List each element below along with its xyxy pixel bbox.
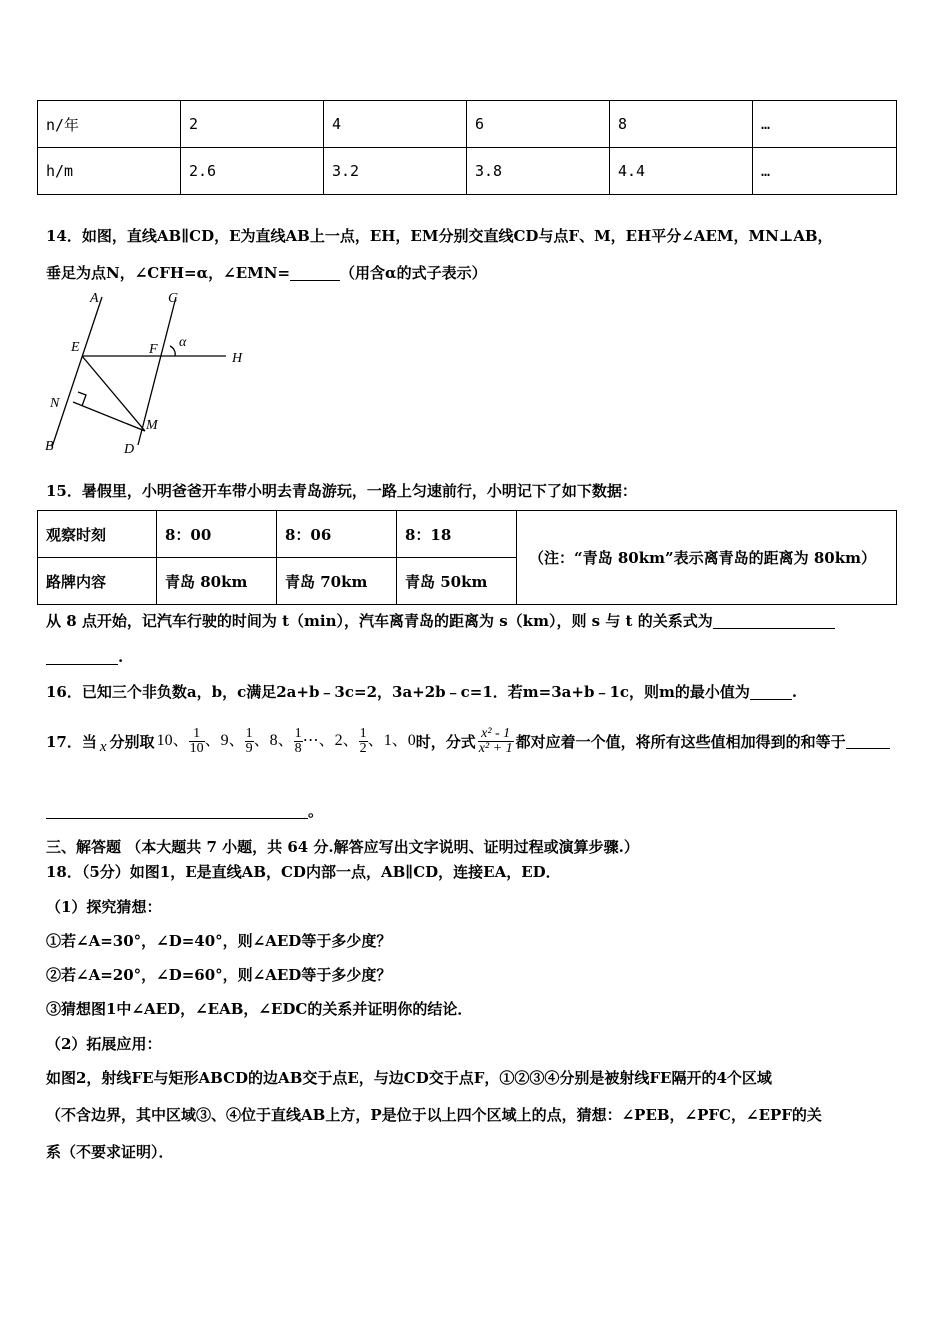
- value: 8: [269, 731, 278, 749]
- answer-blank: [846, 733, 890, 749]
- table-cell: …: [753, 101, 897, 148]
- label-m: M: [146, 418, 158, 433]
- label-d: D: [124, 442, 135, 457]
- label-h: H: [232, 351, 243, 366]
- q15-tail: .: [118, 648, 124, 666]
- q17-formula: $\frac{\text{x² - 1}}{\text{x² + 1}}$: [478, 725, 513, 756]
- fraction: $\frac{1}{2}$: [359, 725, 367, 756]
- label-c: C: [168, 291, 178, 306]
- table-row: [38, 148, 897, 195]
- table-cell: 8: [610, 101, 753, 148]
- q14-tail: （用含α的式子表示）: [340, 264, 487, 282]
- q18-text2: （不含边界，其中区域③、④位于直线AB上方，P是位于以上四个区域上的点，猜想：∠PEB，∠PFC，∠EPF的关: [46, 1106, 822, 1124]
- answer-blank: [46, 803, 308, 819]
- q17-line2: [46, 800, 323, 821]
- label-alpha: α: [179, 335, 187, 350]
- q17-prefix: 17．当: [46, 732, 97, 751]
- value: 10: [156, 731, 173, 749]
- table-cell: …: [753, 148, 897, 195]
- table-cell: 6: [467, 101, 610, 148]
- q15-line1: [46, 610, 835, 631]
- table-cell: 路牌内容: [38, 558, 157, 605]
- separator: 、: [172, 731, 189, 749]
- q16-text: 16．已知三个非负数a，b，c满足2a+b﹣3c=2，3a+2b﹣c=1．若m=3a+b﹣1c，则m的最小值为: [46, 683, 750, 701]
- data-table-years: [37, 100, 897, 195]
- table-cell: 8：06: [277, 511, 397, 558]
- label-a: A: [90, 291, 99, 306]
- answer-blank: [46, 649, 118, 665]
- section-heading: 三、解答题 （本大题共 7 小题，共 64 分.解答应写出文字说明、证明过程或演算步骤.）: [46, 838, 639, 856]
- table-cell: 3.8: [467, 148, 610, 195]
- table-cell: 4.4: [610, 148, 753, 195]
- ellipsis: ⋯: [302, 731, 319, 749]
- q17-end: 。: [308, 802, 324, 820]
- q16-tail: .: [791, 683, 798, 701]
- table-row: [38, 101, 897, 148]
- q18-part2: （2）拓展应用：: [46, 1035, 162, 1053]
- table-cell: 青岛 50km: [397, 558, 517, 605]
- q17-tail: 都对应着一个值，将所有这些值相加得到的和等于: [515, 732, 846, 751]
- segment-em: [82, 356, 145, 431]
- table-cell: 青岛 80km: [157, 558, 277, 605]
- q18-part1: （1）探究猜想：: [46, 898, 162, 916]
- table-cell: 观察时刻: [38, 511, 157, 558]
- fraction: $\frac{1}{8}$: [294, 725, 302, 756]
- q17-after: 时，分式: [415, 732, 476, 751]
- q17-var: x: [99, 738, 107, 755]
- alpha-arc: [170, 346, 175, 356]
- segment-mn: [73, 402, 145, 431]
- answer-blank: [750, 684, 792, 700]
- table-cell: 3.2: [324, 148, 467, 195]
- q15-data-table: [37, 510, 897, 605]
- q18-case3: ③猜想图1中∠AED，∠EAB，∠EDC的关系并证明你的结论．: [46, 1000, 473, 1018]
- value: 1: [383, 731, 392, 749]
- table-cell: 8：18: [397, 511, 517, 558]
- table-cell: h/m: [38, 148, 181, 195]
- answer-blank: [713, 613, 835, 629]
- q15-text: 从 8 点开始，记汽车行驶的时间为 t（min），汽车离青岛的距离为 s（km），则 s 与 t 的关系式为: [46, 612, 713, 630]
- q14-line1: 14．如图，直线AB∥CD，E为直线AB上一点，EH，EM分别交直线CD与点F、M，EH平分∠AEM，MN⊥AB，: [46, 227, 833, 245]
- label-f: F: [149, 342, 158, 357]
- value: 9: [220, 731, 229, 749]
- q18-text3: 系（不要求证明）．: [46, 1143, 174, 1161]
- answer-blank: [290, 265, 340, 281]
- q16-line: [46, 681, 797, 702]
- q17-mid: 分别取: [109, 732, 155, 751]
- q17-line: [46, 718, 890, 764]
- fraction: $\frac{1}{10}$: [189, 725, 204, 756]
- table-cell: 青岛 70km: [277, 558, 397, 605]
- value: 0: [407, 731, 416, 749]
- line-ab: [52, 297, 102, 447]
- q15-line2: [46, 648, 123, 666]
- q17-value-list: 10、 $\frac{1}{10}$ 、9、 $\frac{1}{9}$ 、8、 $\frac{1}{8}$ ⋯、2、 $\frac{1}{2}$ 、1、0: [156, 725, 416, 756]
- label-n: N: [50, 396, 60, 411]
- table-cell: 4: [324, 101, 467, 148]
- q18-case1: ①若∠A=30°，∠D=40°，则∠AED等于多少度？: [46, 932, 392, 950]
- table-row: [38, 511, 897, 558]
- table-cell: 8：00: [157, 511, 277, 558]
- fraction: $\frac{1}{9}$: [245, 725, 253, 756]
- table-cell: 2: [181, 101, 324, 148]
- q14-text: 垂足为点N，∠CFH=α，∠EMN=: [46, 264, 291, 282]
- q14-line2: [46, 262, 487, 283]
- label-b: B: [45, 439, 54, 454]
- q14-geometry-figure: [40, 285, 260, 460]
- q18-title: 18．（5分）如图1，E是直线AB，CD内部一点，AB∥CD，连接EA，ED．: [46, 863, 561, 881]
- value: 2: [334, 731, 343, 749]
- q15-intro: 15．暑假里，小明爸爸开车带小明去青岛游玩，一路上匀速前行，小明记下了如下数据：: [46, 482, 637, 500]
- table-cell: n/年: [38, 101, 181, 148]
- table-note: （注：“青岛 80km”表示离青岛的距离为 80km）: [517, 511, 897, 605]
- label-e: E: [71, 340, 80, 355]
- q18-text1: 如图2，射线FE与矩形ABCD的边AB交于点E，与边CD交于点F，①②③④分别是被射线FE隔开的4个区域: [46, 1069, 772, 1087]
- q18-case2: ②若∠A=20°，∠D=60°，则∠AED等于多少度？: [46, 966, 392, 984]
- table-cell: 2.6: [181, 148, 324, 195]
